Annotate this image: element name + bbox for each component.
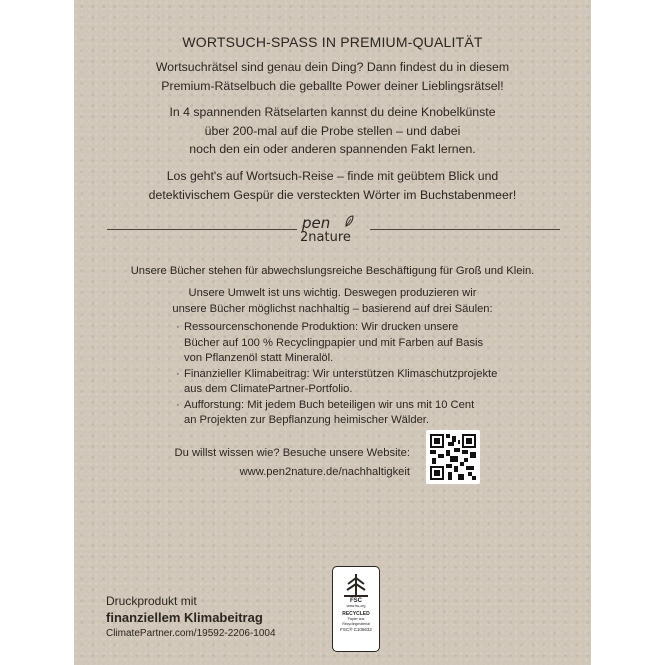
website-prompt: Du willst wissen wie? Besuche unsere Website: xyxy=(174,447,410,459)
text-line: Los geht's auf Wortsuch-Reise – finde mit geübtem Blick und xyxy=(166,169,499,183)
divider-left xyxy=(107,229,297,230)
intro-paragraph-1 xyxy=(74,58,591,95)
climate-id-link[interactable]: ClimatePartner.com/19592-2206-1004 xyxy=(106,628,276,639)
fsc-tree-icon xyxy=(341,572,371,598)
text-line: noch den ein oder anderen spannenden Fakt lernen. xyxy=(189,142,476,156)
logo-text-2nature: 2nature xyxy=(300,230,351,245)
text-line: Wortsuchrätsel sind genau dein Ding? Dann findest du in diesem xyxy=(155,60,510,74)
qr-code[interactable] xyxy=(426,430,480,484)
fsc-sub-text: Papier aus xyxy=(347,617,365,621)
sustainability-intro: Unsere Bücher stehen für abwechslungsreiche Beschäftigung für Groß und Klein. xyxy=(130,265,535,277)
pillar-item xyxy=(176,320,516,367)
website-url[interactable]: www.pen2nature.de/nachhaltigkeit xyxy=(239,465,410,478)
text-line: In 4 spannenden Rätselarten kannst du deine Knobelkünste xyxy=(169,105,496,119)
logo-text-pen: pen xyxy=(302,214,331,232)
divider-right xyxy=(370,229,560,230)
fsc-sub-text: Recyclingmaterial xyxy=(342,622,370,626)
qr-code-icon xyxy=(430,434,476,480)
leaf-icon xyxy=(344,215,354,227)
sustainability-statement xyxy=(74,286,591,317)
pillar-item xyxy=(176,367,516,398)
text-line: Premium-Rätselbuch die geballte Power deiner Lieblingsrätsel! xyxy=(161,78,504,93)
climate-partner-label xyxy=(106,594,316,641)
bullet-icon: · xyxy=(176,367,180,380)
text-line: detektivischem Gespür die versteckten Wörter im Buchstabenmeer! xyxy=(148,187,517,202)
pen2nature-logo xyxy=(298,214,370,248)
fsc-license-code: FSC® C106632 xyxy=(340,627,372,632)
fsc-brand: FSC xyxy=(350,598,362,604)
text-line: Unsere Umwelt ist uns wichtig. Deswegen produzieren wir xyxy=(188,287,477,299)
text-line: Aufforstung: Mit jedem Buch beteiligen wir uns mit 10 Cent xyxy=(184,398,475,411)
text-line: aus dem ClimatePartner-Portfolio. xyxy=(184,383,353,395)
book-back-cover xyxy=(74,0,591,665)
intro-paragraph-3 xyxy=(74,167,591,204)
text-line: Bücher auf 100 % Recyclingpapier und mit Farben auf Basis xyxy=(184,336,484,349)
fsc-site: www.fsc.org xyxy=(346,604,366,608)
sustainability-pillars xyxy=(176,320,516,429)
text-line: unsere Bücher möglichst nachhaltig – basierend auf drei Säulen: xyxy=(172,302,493,315)
text-line: Ressourcenschonende Produktion: Wir drucken unsere xyxy=(184,321,459,333)
bullet-icon: · xyxy=(176,398,180,411)
pillar-item xyxy=(176,398,516,429)
text-line: Finanzieller Klimabeitrag: Wir unterstützen Klimaschutzprojekte xyxy=(184,367,498,380)
bullet-icon: · xyxy=(176,321,180,333)
intro-paragraph-2 xyxy=(74,103,591,159)
text-line: an Projekten zur Bepflanzung heimischer Wälder. xyxy=(184,414,430,426)
text-line: von Pflanzenöl statt Mineralöl. xyxy=(184,352,334,364)
text-line: über 200-mal auf die Probe stellen – und dabei xyxy=(204,123,461,138)
climate-line-1: Druckprodukt mit xyxy=(106,594,197,608)
climate-line-2: finanziellem Klimabeitrag xyxy=(106,610,263,625)
website-info xyxy=(114,444,410,481)
cover-heading: WORTSUCH-SPASS IN PREMIUM-QUALITÄT xyxy=(182,34,483,50)
fsc-recycled-label xyxy=(332,566,380,652)
fsc-recycled-text: RECYCLED xyxy=(342,611,370,617)
